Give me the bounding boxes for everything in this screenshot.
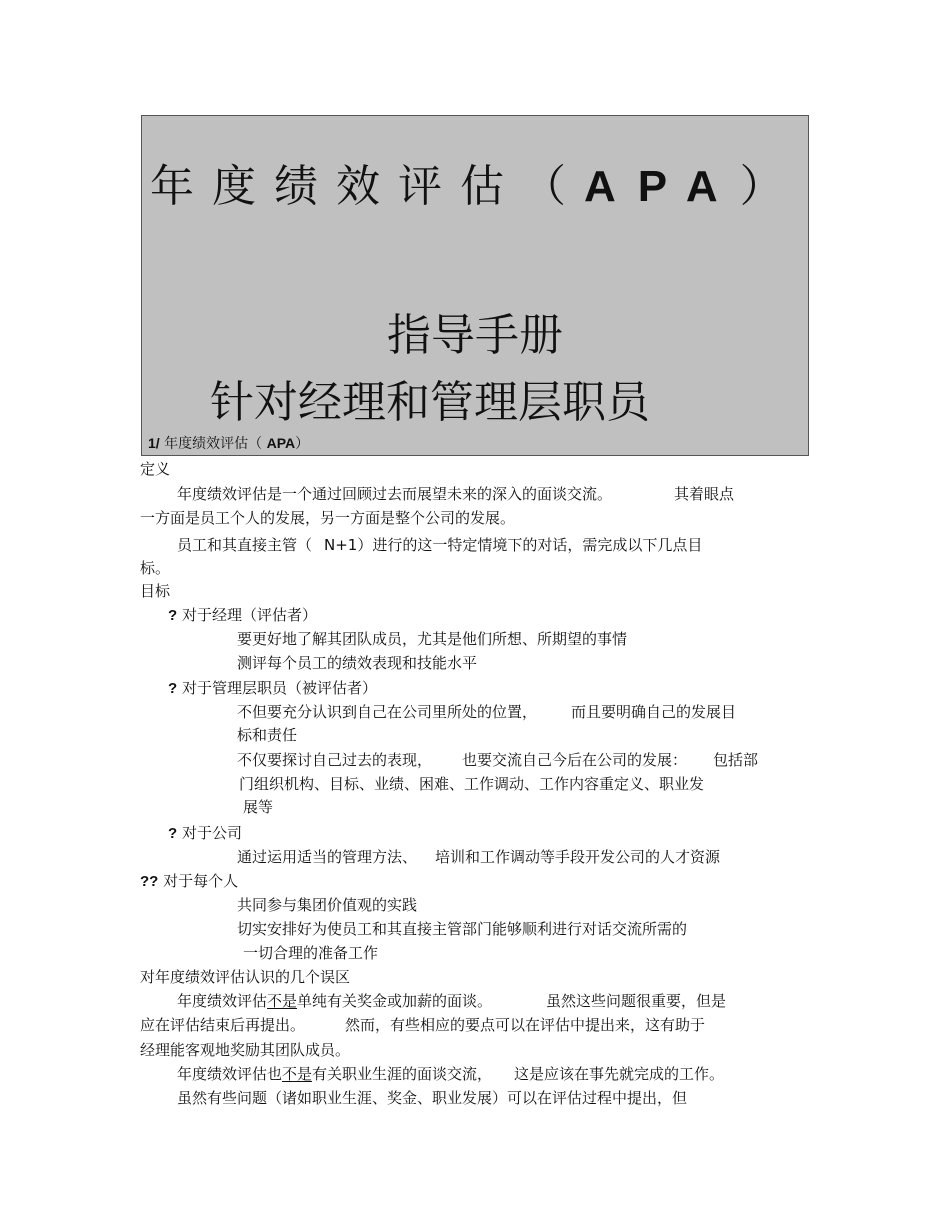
bullet-icon: ? — [168, 607, 178, 624]
list-item-title: 对于每个人 — [163, 872, 239, 890]
paragraph-line — [177, 991, 726, 1011]
bullet-icon: ? — [168, 825, 178, 842]
title-banner — [141, 115, 809, 433]
text-span: 员工和其直接主管（ — [177, 536, 313, 554]
underlined-text: 不是 — [267, 992, 298, 1010]
paragraph-line — [140, 1015, 705, 1035]
section-title: 年度绩效评估（ — [164, 436, 263, 452]
list-item-title: 对于经理（评估者） — [181, 606, 317, 624]
section-close-paren: ） — [295, 436, 310, 452]
text-span: 而且要明确自己的发展目 — [571, 703, 737, 721]
text-span: 包括部 — [713, 751, 759, 769]
text-span: 不但要充分认识到自己在公司里所处的位置， — [237, 703, 538, 721]
paragraph-line — [177, 484, 734, 504]
text-span: 虽然这些问题很重要，但是 — [546, 992, 727, 1010]
list-item — [168, 605, 317, 626]
title-text: 年度绩效评估（ — [150, 161, 584, 212]
section-acronym: APA — [266, 435, 296, 451]
text-span: 年度绩效评估 — [177, 992, 268, 1010]
text-span: 其着眼点 — [674, 485, 735, 503]
title-close-paren: ） — [739, 161, 802, 212]
text-span: 年度绩效评估是一个通过回顾过去而展望未来的深入的面谈交流。 — [177, 485, 613, 503]
subtitle-text: 指导手册 — [387, 310, 563, 361]
text-span: 通过运用适当的管理方法、 — [237, 848, 418, 866]
text-span: 也要交流自己今后在公司的发展： — [462, 751, 688, 769]
text-span: 有关职业生涯的面谈交流， — [312, 1065, 493, 1083]
text-span: 应在评估结束后再提出。 — [140, 1016, 306, 1034]
sub-item: 展等 — [243, 798, 274, 816]
document-title — [150, 150, 802, 214]
sub-item: 切实安排好为使员工和其直接主管部门能够顺利进行对话交流所需的 — [237, 920, 688, 938]
text-span: 不仅要探讨自己过去的表现， — [237, 751, 433, 769]
text-span: 年度绩效评估也 — [177, 1065, 283, 1083]
bullet-icon: ?? — [140, 873, 159, 890]
text-span: 培训和工作调动等手段开发公司的人才资源 — [435, 848, 721, 866]
section-heading — [141, 431, 809, 456]
paragraph-line — [177, 535, 702, 555]
sub-item: 测评每个员工的绩效表现和技能水平 — [237, 654, 478, 672]
text-span: 这是应该在事先就完成的工作。 — [514, 1065, 725, 1083]
paragraph-line: 一方面是员工个人的发展，另一方面是整个公司的发展。 — [140, 509, 516, 527]
document-subtitle — [142, 299, 808, 363]
goals-heading: 目标 — [140, 582, 171, 600]
text-span: 单纯有关奖金或加薪的面谈。 — [297, 992, 493, 1010]
text-span: 然而，有些相应的要点可以在评估中提出来，这有助于 — [345, 1016, 706, 1034]
sub-item: 一切合理的准备工作 — [243, 944, 379, 962]
misconceptions-heading: 对年度绩效评估认识的几个误区 — [140, 968, 351, 986]
list-item-title: 对于管理层职员（被评估者） — [181, 679, 377, 697]
paragraph-line: 虽然有些问题（诸如职业生涯、奖金、职业发展）可以在评估过程中提出，但 — [177, 1089, 688, 1107]
sub-item: 门组织机构、目标、业绩、困难、工作调动、工作内容重定义、职业发 — [239, 775, 705, 793]
sub-item — [237, 750, 758, 770]
list-item — [168, 678, 377, 699]
list-item — [168, 823, 242, 844]
paragraph-line — [177, 1064, 724, 1084]
section-number: 1/ — [148, 435, 160, 451]
sub-item — [237, 847, 720, 867]
sub-item: 标和责任 — [237, 726, 298, 744]
text-span: N+1）进行的这一特定情境下的对话，需完成以下几点目 — [324, 536, 703, 554]
sub-item: 要更好地了解其团队成员，尤其是他们所想、所期望的事情 — [237, 630, 628, 648]
sub-item — [237, 702, 736, 722]
list-item — [140, 871, 238, 892]
sub-item: 共同参与集团价值观的实践 — [237, 896, 418, 914]
paragraph-line: 标。 — [140, 559, 171, 577]
paragraph-line: 经理能客观地奖励其团队成员。 — [140, 1041, 351, 1059]
title-acronym: APA — [584, 162, 740, 211]
underlined-text: 不是 — [282, 1065, 313, 1083]
list-item-title: 对于公司 — [181, 824, 242, 842]
bullet-icon: ? — [168, 680, 178, 697]
definition-heading: 定义 — [140, 460, 171, 478]
document-audience: 针对经理和管理层职员 — [210, 377, 650, 428]
